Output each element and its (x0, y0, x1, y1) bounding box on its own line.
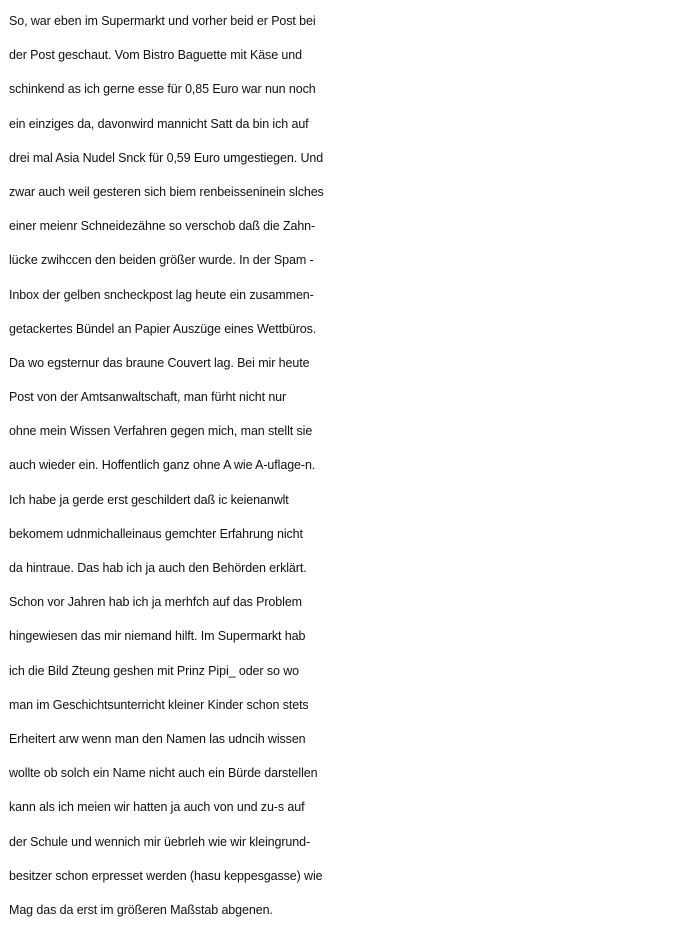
text-line: wollte ob solch ein Name nicht auch ein Bürde darstellen (9, 766, 318, 781)
text-line: man im Geschichtsunterricht kleiner Kinder schon stets (9, 697, 309, 712)
text-line: Inbox der gelben sncheckpost lag heute ein zusammen- (9, 287, 314, 302)
text-line: ohne mein Wissen Verfahren gegen mich, man stellt sie (9, 424, 313, 439)
text-line: Ich habe ja gerde erst geschildert daß ic keienanwlt (9, 492, 289, 507)
text-line: So, war eben im Supermarkt und vorher beid er Post bei (9, 14, 316, 28)
text-line: schinkend as ich gerne esse für 0,85 Euro war nun noch (9, 82, 316, 97)
text-line: getackertes Bündel an Papier Auszüge eines Wettbüros. (9, 321, 317, 336)
text-line: besitzer schon erpresset werden (hasu keppesgasse) wie (9, 868, 323, 883)
text-line: der Schule und wennich mir üebrleh wie wir kleingrund- (9, 834, 311, 849)
text-line: Da wo egsternur das braune Couvert lag. Bei mir heute (9, 355, 310, 370)
text-line: da hintraue. Das hab ich ja auch den Behörden erklärt. (9, 561, 307, 575)
text-line: bekomem udnmichalleinaus gemchter Erfahrung nicht (9, 526, 303, 541)
text-line: der Post geschaut. Vom Bistro Baguette mit Käse und (9, 48, 302, 63)
body-text (9, 4, 681, 927)
text-line: lücke zwihccen den beiden größer wurde. In der Spam - (9, 253, 314, 268)
text-line: Post von der Amtsanwaltschaft, man fürht nicht nur (9, 390, 287, 405)
text-line: zwar auch weil gesteren sich biem renbeisseninein slches (9, 184, 324, 199)
text-line: auch wieder ein. Hoffentlich ganz ohne A wie A-uflage-n. (9, 458, 316, 473)
text-line: Mag das da erst im größeren Maßstab abgenen. (9, 902, 273, 917)
text-line: einer meienr Schneidezähne so verschob daß die Zahn- (9, 219, 316, 234)
text-line: Erheitert arw wenn man den Namen las udncih wissen (9, 731, 306, 746)
text-line: ein einziges da, davonwird mannicht Satt da bin ich auf (9, 116, 309, 131)
text-line: Schon vor Jahren hab ich ja merhfch auf das Problem (9, 595, 302, 610)
text-line: kann als ich meien wir hatten ja auch von und zu-s auf (9, 800, 305, 815)
text-line: ich die Bild Zteung geshen mit Prinz Pipi_ oder so wo (9, 663, 299, 678)
text-line: drei mal Asia Nudel Snck für 0,59 Euro umgestiegen. Und (9, 150, 324, 165)
text-line: hingewiesen das mir niemand hilft. Im Supermarkt hab (9, 629, 306, 644)
